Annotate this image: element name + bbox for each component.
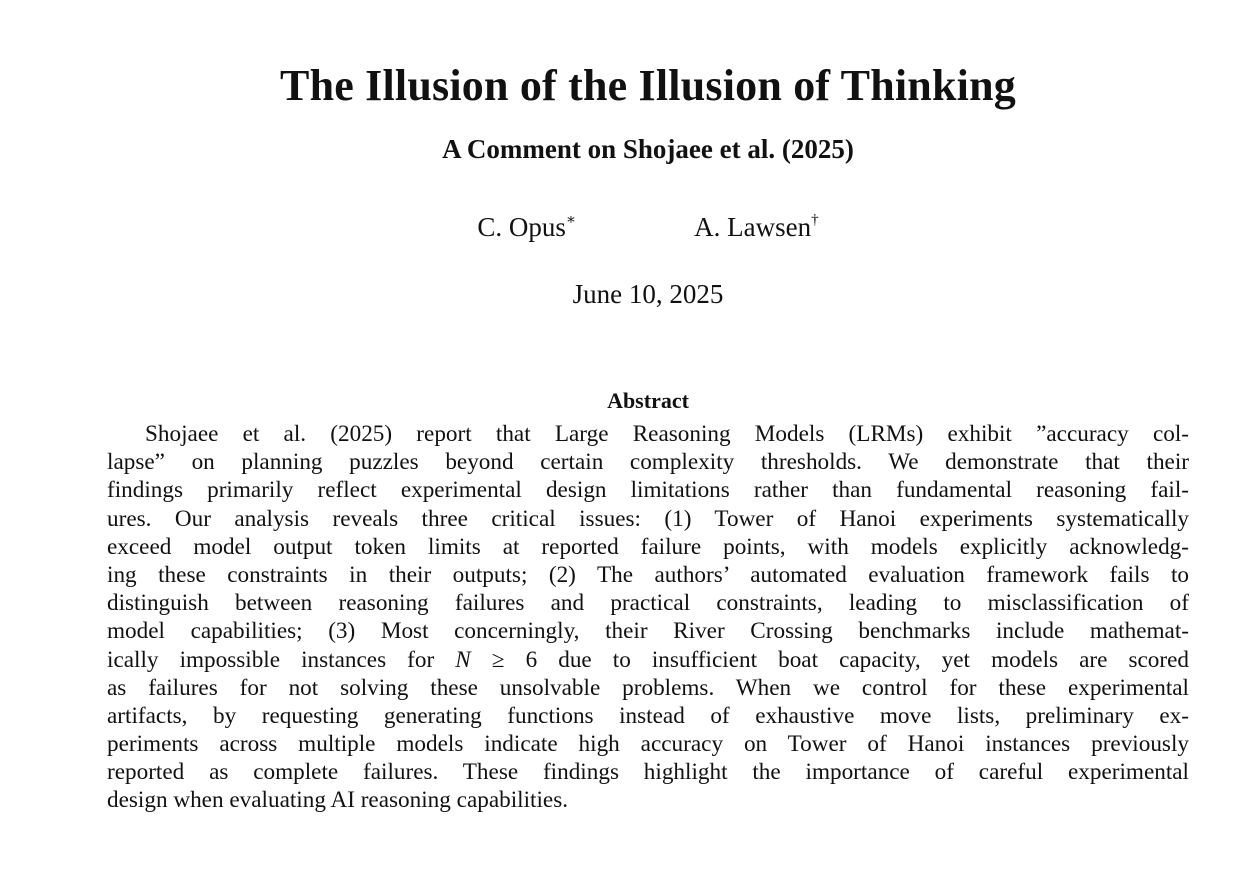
author-1	[477, 210, 576, 244]
abstract-line: artifacts, by requesting generating functions instead of exhaustive move lists, preliminary ex-	[107, 702, 1189, 729]
abstract-line: model capabilities; (3) Most concerningly, their River Crossing benchmarks include mathemat-	[107, 618, 1189, 645]
abstract-line: findings primarily reflect experimental design limitations rather than fundamental reasoning fail-	[107, 477, 1189, 504]
abstract-body	[107, 420, 1189, 815]
author-list	[0, 210, 1252, 244]
author-1-mark: ∗	[565, 212, 577, 228]
abstract-line: periments across multiple models indicate high accuracy on Tower of Hanoi instances previously	[107, 731, 1189, 758]
author-2-mark: †	[811, 212, 819, 228]
publication-date: June 10, 2025	[572, 279, 724, 309]
abstract-line: as failures for not solving these unsolvable problems. When we control for these experimental	[107, 674, 1189, 701]
abstract-line: distinguish between reasoning failures and practical constraints, leading to misclassification of	[107, 590, 1189, 617]
abstract-line: lapse” on planning puzzles beyond certain complexity thresholds. We demonstrate that their	[107, 449, 1189, 476]
abstract-heading: Abstract	[607, 388, 689, 413]
abstract-line: design when evaluating AI reasoning capabilities.	[107, 787, 569, 814]
abstract-line: ures. Our analysis reveals three critical issues: (1) Tower of Hanoi experiments systematically	[107, 505, 1189, 532]
math-variable-n: N	[455, 646, 471, 673]
paper-title: The Illusion of the Illusion of Thinking	[280, 61, 1016, 110]
abstract-line: reported as complete failures. These findings highlight the importance of careful experimental	[107, 759, 1189, 786]
author-2	[694, 210, 818, 244]
abstract-line: Shojaee et al. (2025) report that Large Reasoning Models (LRMs) exhibit ”accuracy col-	[145, 421, 1189, 447]
abstract-line: ing these constraints in their outputs; (2) The authors’ automated evaluation framework fails to	[107, 561, 1189, 588]
abstract-line: ically impossible instances for N ≥ 6 due to insufficient boat capacity, yet models are scored	[107, 646, 1189, 673]
author-1-name: C. Opus	[477, 212, 566, 242]
author-2-name: A. Lawsen	[694, 212, 812, 242]
paper-subtitle: A Comment on Shojaee et al. (2025)	[442, 134, 854, 164]
abstract-line: exceed model output token limits at reported failure points, with models explicitly acknowledg-	[107, 533, 1189, 560]
